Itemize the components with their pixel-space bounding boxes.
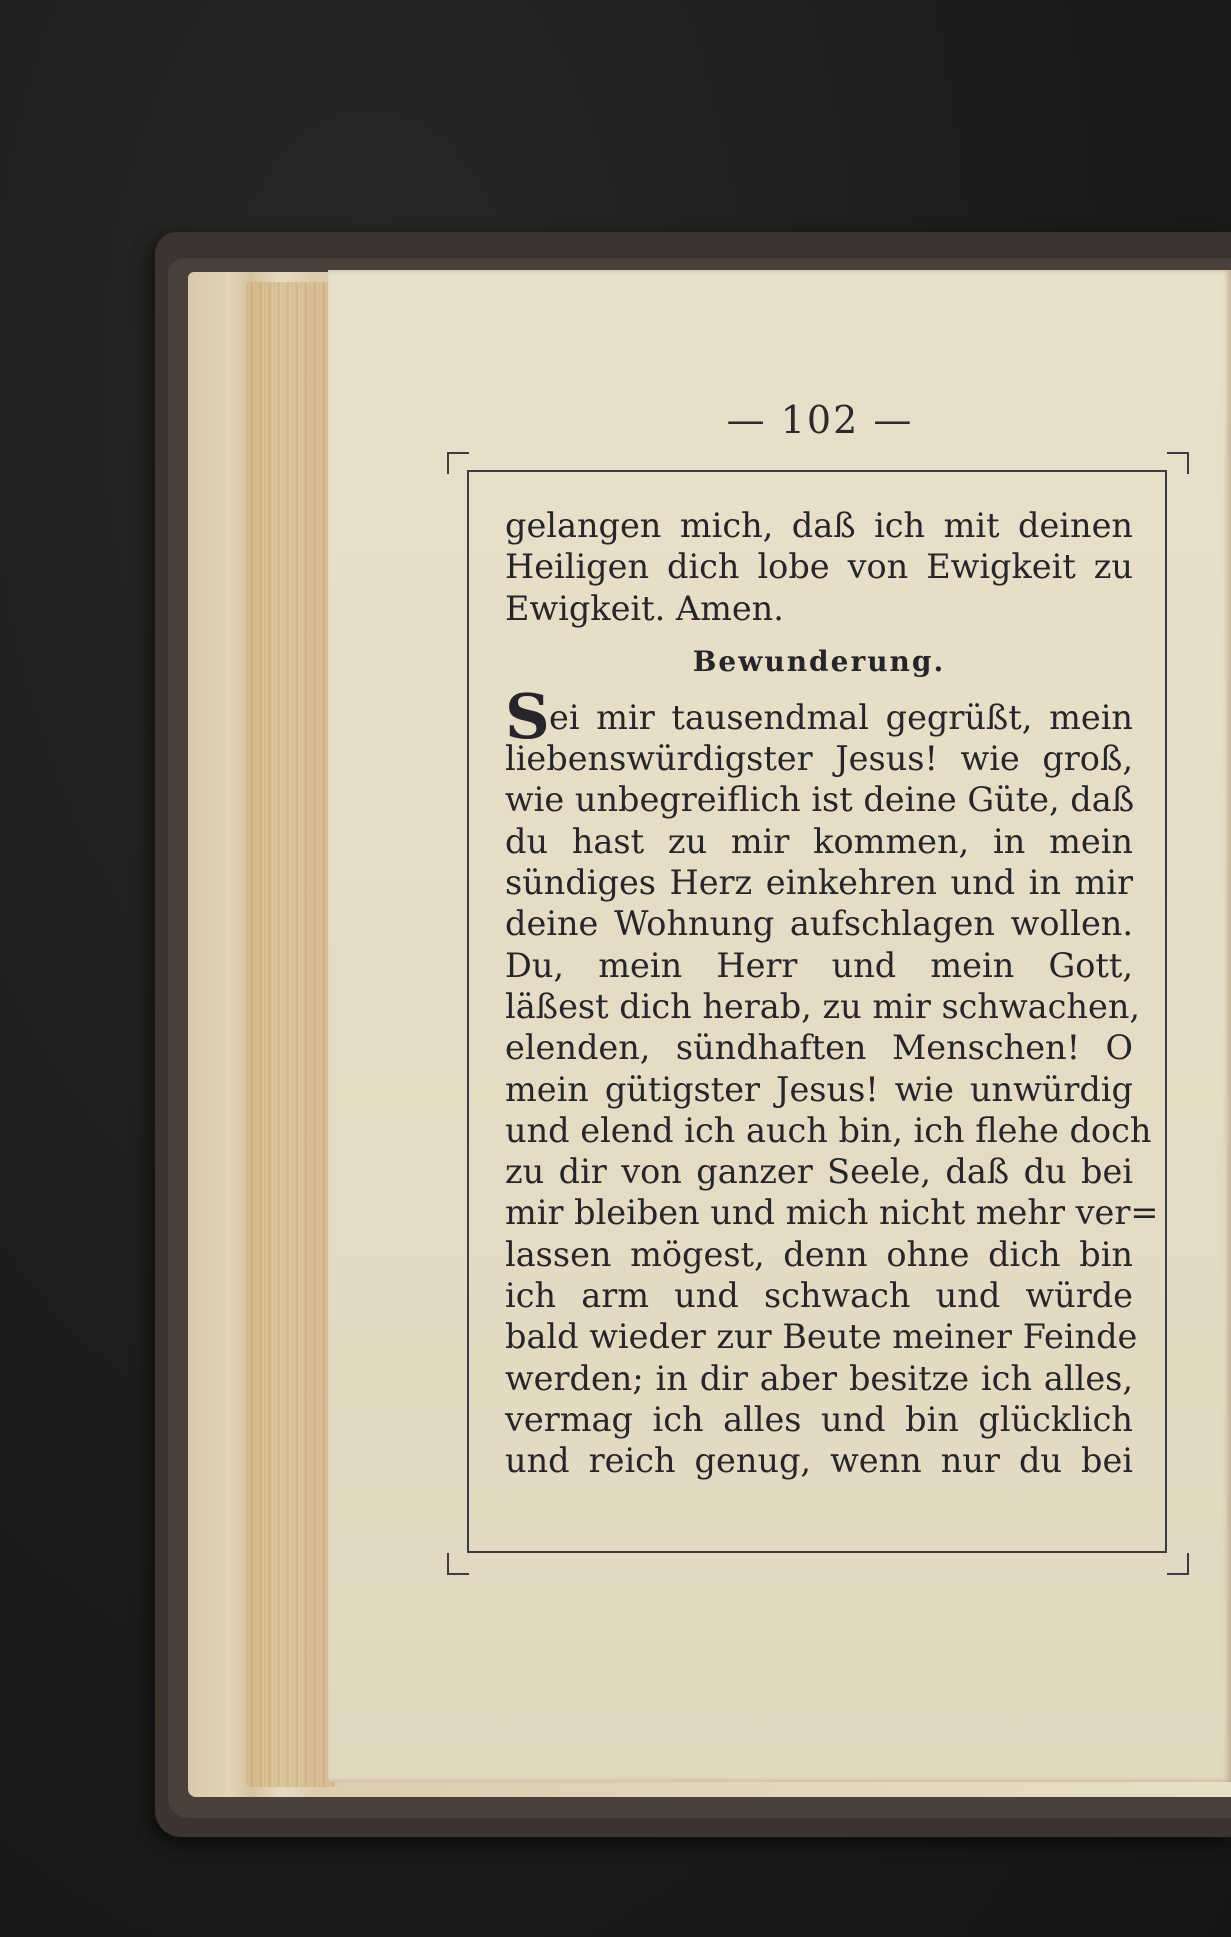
text-line: und reich genug, wenn nur du bei	[505, 1441, 1133, 1481]
gilt-page-edges	[246, 282, 336, 1787]
text-line-first	[505, 679, 1133, 753]
first-line-text: ei mir tausendmal gegrüßt, mein	[549, 697, 1133, 737]
text-line: werden; in dir aber besitze ich alles,	[505, 1358, 1133, 1398]
text-line: elenden, sündhaften Menschen! O	[505, 1028, 1133, 1068]
text-line: ich arm und schwach und würde	[505, 1276, 1133, 1316]
text-line: lassen mögest, denn ohne dich bin	[505, 1234, 1133, 1274]
page-text	[505, 505, 1159, 1482]
text-line: deine Wohnung aufschlagen wollen.	[505, 904, 1133, 944]
frame-corner-ornament	[1167, 452, 1189, 474]
text-line: du hast zu mir kommen, in mein	[505, 821, 1133, 861]
text-line: und elend ich auch bin, ich flehe doch	[505, 1110, 1152, 1150]
frame-corner-ornament	[1167, 1553, 1189, 1575]
text-line: vermag ich alles und bin glücklich	[505, 1399, 1133, 1439]
text-line: läßest dich herab, zu mir schwachen,	[505, 986, 1141, 1026]
text-line: zu dir von ganzer Seele, daß du bei	[505, 1152, 1133, 1192]
text-line: sündiges Herz einkehren und in mir	[505, 863, 1133, 903]
text-line: wie unbegreiflich ist deine Güte, daß	[505, 780, 1135, 820]
frame-corner-ornament	[447, 1553, 469, 1575]
text-line: liebenswürdigster Jesus! wie groß,	[505, 739, 1133, 779]
drop-cap: S	[505, 679, 550, 753]
section-heading: Bewunderung.	[692, 644, 946, 678]
text-line: Ewigkeit. Amen.	[505, 588, 784, 628]
page-number: — 102 —	[726, 398, 914, 442]
text-line: Du, mein Herr und mein Gott,	[505, 945, 1133, 985]
text-line: bald wieder zur Beute meiner Feinde	[505, 1317, 1138, 1357]
frame-corner-ornament	[447, 452, 469, 474]
text-line: mir bleiben und mich nicht mehr ver=	[505, 1193, 1159, 1233]
text-line: gelangen mich, daß ich mit deinen	[505, 506, 1133, 545]
text-line: mein gütigster Jesus! wie unwürdig	[505, 1069, 1133, 1109]
text-line: Heiligen dich lobe von Ewigkeit zu	[505, 547, 1133, 587]
